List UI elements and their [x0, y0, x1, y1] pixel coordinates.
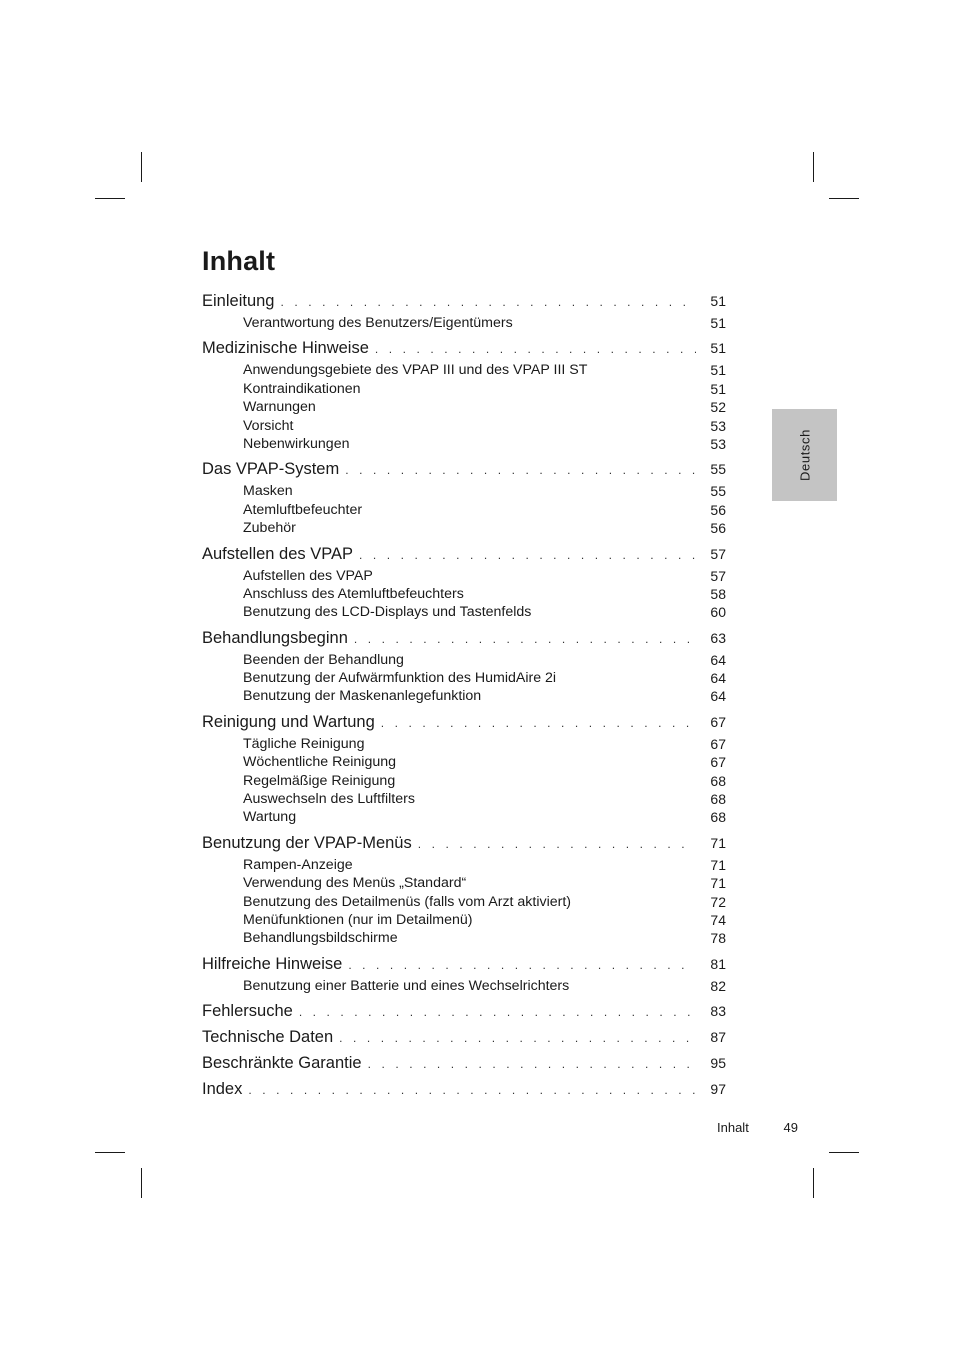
toc-subsection-page: 55	[710, 483, 726, 500]
dot-leader	[354, 626, 696, 652]
toc-subsection	[202, 687, 726, 705]
toc-section	[202, 1024, 726, 1050]
toc-section	[202, 830, 726, 856]
toc-subsection-list	[202, 314, 726, 332]
language-tab-label: Deutsch	[797, 429, 812, 481]
toc-subsection-title: Warnungen	[243, 399, 316, 416]
toc-subsection-page: 67	[710, 754, 726, 771]
toc-section	[202, 1050, 726, 1076]
toc-subsection-list	[202, 651, 726, 706]
toc-section-page: 83	[710, 1003, 726, 1020]
toc-subsection-title: Nebenwirkungen	[243, 435, 350, 452]
toc-subsection-title: Regelmäßige Reinigung	[243, 772, 396, 789]
toc-subsection	[202, 735, 726, 753]
toc-subsection	[202, 435, 726, 453]
toc-section-title: Aufstellen des VPAP	[202, 544, 354, 563]
toc-section-page: 67	[710, 713, 726, 730]
toc-subsection-page: 71	[710, 875, 726, 892]
toc-section-title: Reinigung und Wartung	[202, 712, 375, 731]
dot-leader	[280, 289, 696, 315]
toc-section-page: 51	[710, 340, 726, 357]
toc-subsection-page: 72	[710, 893, 726, 910]
toc-subsection	[202, 398, 726, 416]
dot-leader	[345, 457, 696, 483]
dot-leader	[339, 1025, 696, 1051]
toc-subsection	[202, 874, 726, 892]
toc-subsection-title: Zubehör	[243, 520, 296, 537]
crop-mark	[141, 1168, 142, 1198]
toc-section	[202, 1076, 726, 1102]
crop-mark	[141, 152, 142, 182]
toc-subsection	[202, 753, 726, 771]
toc-subsection-title: Benutzung einer Batterie und eines Wechselrichters	[243, 977, 570, 994]
toc-subsection-title: Benutzung des LCD-Displays und Tastenfelds	[243, 604, 532, 621]
page-number: 49	[783, 1120, 798, 1135]
toc-subsection-page: 57	[710, 567, 726, 584]
toc-subsection-title: Anschluss des Atemluftbefeuchters	[243, 585, 464, 602]
toc-section	[202, 335, 726, 361]
toc-section-title: Benutzung der VPAP-Menüs	[202, 833, 412, 852]
toc-subsection-page: 51	[710, 362, 726, 379]
toc-section-page: 63	[710, 629, 726, 646]
dot-leader	[359, 542, 696, 568]
toc-subsection-title: Anwendungsgebiete des VPAP III und des VPAP III ST	[243, 362, 588, 379]
toc-section-title: Index	[202, 1080, 243, 1099]
toc-subsection-title: Vorsicht	[243, 417, 294, 434]
toc-section	[202, 288, 726, 314]
toc-subsection-title: Beenden der Behandlung	[243, 651, 404, 668]
toc-subsection-page: 56	[710, 501, 726, 518]
dot-leader	[299, 999, 696, 1025]
toc-section	[202, 709, 726, 735]
toc-subsection	[202, 482, 726, 500]
table-of-contents	[202, 288, 726, 1102]
dot-leader	[248, 1077, 696, 1103]
toc-section-title: Hilfreiche Hinweise	[202, 954, 343, 973]
toc-subsection-title: Benutzung des Detailmenüs (falls vom Arzt aktiviert)	[243, 893, 572, 910]
toc-subsection-page: 60	[710, 604, 726, 621]
toc-section-title: Einleitung	[202, 292, 275, 310]
toc-subsection-page: 82	[710, 977, 726, 994]
toc-subsection	[202, 501, 726, 519]
page-title: Inhalt	[202, 246, 276, 276]
toc-subsection-title: Kontraindikationen	[243, 380, 361, 397]
toc-section-page: 51	[710, 293, 726, 309]
toc-subsection-list	[202, 482, 726, 537]
toc-subsection-title: Auswechseln des Luftfilters	[243, 791, 415, 808]
crop-mark	[95, 198, 125, 199]
toc-subsection-list	[202, 567, 726, 622]
toc-subsection	[202, 929, 726, 947]
toc-subsection-list	[202, 735, 726, 827]
toc-subsection-page: 68	[710, 772, 726, 789]
toc-subsection	[202, 669, 726, 687]
toc-section-page: 57	[710, 545, 726, 562]
toc-subsection	[202, 772, 726, 790]
toc-subsection	[202, 519, 726, 537]
toc-subsection-list	[202, 361, 726, 453]
toc-subsection	[202, 585, 726, 603]
toc-section	[202, 541, 726, 567]
crop-mark	[813, 1168, 814, 1198]
toc-subsection	[202, 790, 726, 808]
toc-subsection-page: 56	[710, 520, 726, 537]
toc-subsection-page: 68	[710, 791, 726, 808]
toc-section	[202, 951, 726, 977]
dot-leader	[375, 336, 696, 362]
toc-subsection-page: 78	[710, 930, 726, 947]
toc-subsection-page: 58	[710, 585, 726, 602]
toc-section-page: 87	[710, 1029, 726, 1046]
toc-subsection	[202, 911, 726, 929]
toc-section-page: 95	[710, 1055, 726, 1072]
dot-leader	[348, 952, 696, 978]
toc-subsection-title: Rampen-Anzeige	[243, 856, 353, 873]
toc-subsection	[202, 314, 726, 332]
toc-section-page: 55	[710, 461, 726, 478]
toc-subsection-title: Aufstellen des VPAP	[243, 567, 373, 584]
toc-subsection-page: 71	[710, 856, 726, 873]
dot-leader	[368, 1051, 696, 1077]
toc-subsection-title: Behandlungsbildschirme	[243, 930, 398, 947]
toc-section-title: Beschränkte Garantie	[202, 1054, 362, 1073]
toc-section	[202, 456, 726, 482]
toc-subsection-title: Benutzung der Aufwärmfunktion des HumidAire 2i	[243, 670, 557, 687]
toc-subsection-title: Wartung	[243, 809, 297, 826]
dot-leader	[418, 831, 696, 857]
toc-subsection	[202, 977, 726, 995]
toc-subsection-page: 52	[710, 399, 726, 416]
toc-subsection-page: 53	[710, 417, 726, 434]
toc-subsection-title: Benutzung der Maskenanlegefunktion	[243, 688, 482, 705]
toc-section-title: Fehlersuche	[202, 1002, 293, 1021]
toc-subsection-title: Masken	[243, 483, 293, 500]
toc-subsection-page: 64	[710, 651, 726, 668]
toc-subsection	[202, 808, 726, 826]
toc-subsection	[202, 361, 726, 379]
toc-subsection-title: Wöchentliche Reinigung	[243, 754, 397, 771]
crop-mark	[829, 1152, 859, 1153]
toc-section-page: 97	[710, 1081, 726, 1098]
toc-subsection-title: Tägliche Reinigung	[243, 735, 365, 752]
toc-subsection	[202, 380, 726, 398]
toc-section-title: Medizinische Hinweise	[202, 339, 369, 358]
toc-subsection-page: 51	[710, 315, 726, 331]
toc-subsection-title: Atemluftbefeuchter	[243, 501, 363, 518]
toc-subsection	[202, 893, 726, 911]
toc-section	[202, 625, 726, 651]
toc-subsection-page: 64	[710, 688, 726, 705]
page-footer	[700, 1120, 800, 1138]
toc-subsection-page: 67	[710, 735, 726, 752]
toc-section-title: Das VPAP-System	[202, 460, 340, 479]
toc-section-page: 71	[710, 834, 726, 851]
crop-mark	[95, 1152, 125, 1153]
language-tab	[772, 409, 837, 501]
toc-subsection	[202, 603, 726, 621]
toc-subsection-page: 51	[710, 380, 726, 397]
toc-subsection-title: Verwendung des Menüs „Standard“	[243, 875, 467, 892]
toc-subsection	[202, 567, 726, 585]
toc-subsection-page: 53	[710, 435, 726, 452]
toc-subsection-title: Menüfunktionen (nur im Detailmenü)	[243, 911, 473, 928]
toc-subsection-page: 64	[710, 670, 726, 687]
crop-mark	[813, 152, 814, 182]
toc-subsection-page: 74	[710, 911, 726, 928]
toc-subsection	[202, 856, 726, 874]
toc-subsection	[202, 651, 726, 669]
toc-subsection-page: 68	[710, 809, 726, 826]
crop-mark	[829, 198, 859, 199]
toc-subsection-list	[202, 856, 726, 948]
toc-subsection-list	[202, 977, 726, 995]
toc-subsection	[202, 417, 726, 435]
footer-label: Inhalt	[717, 1120, 749, 1135]
toc-section	[202, 998, 726, 1024]
toc-section-title: Behandlungsbeginn	[202, 628, 348, 647]
toc-subsection-title: Verantwortung des Benutzers/Eigentümers	[243, 315, 513, 331]
toc-section-page: 81	[710, 955, 726, 972]
toc-section-title: Technische Daten	[202, 1028, 334, 1047]
dot-leader	[381, 710, 696, 736]
